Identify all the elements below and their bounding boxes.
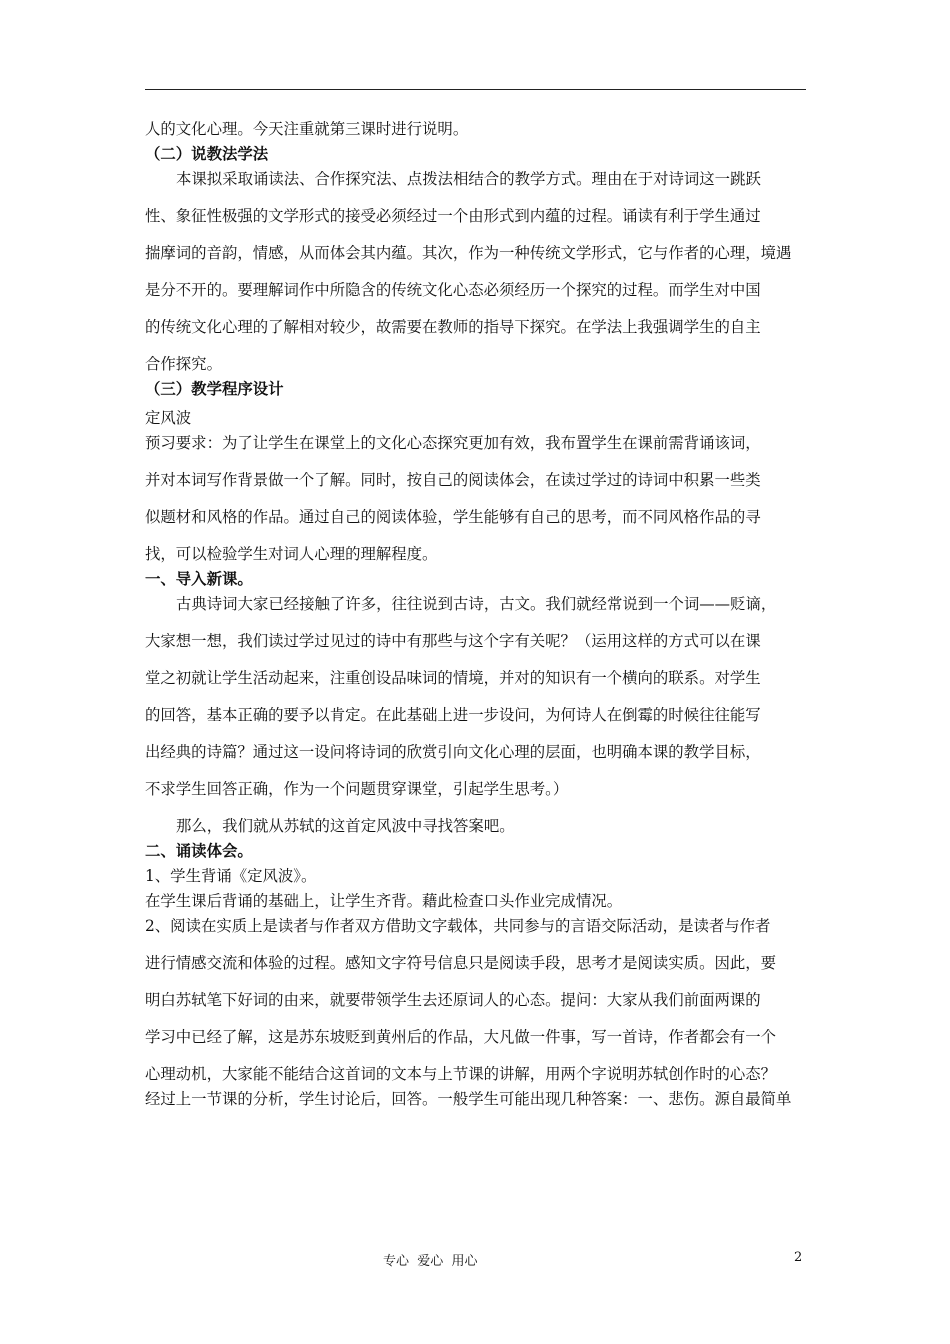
text-line: 出经典的诗篇？通过这一设问将诗词的欣赏引向文化心理的层面，也明确本课的教学目标，	[145, 743, 761, 761]
text-line: 性、象征性极强的文学形式的接受必须经过一个由形式到内蕴的过程。诵读有利于学生通过	[145, 207, 761, 225]
section-heading-intro: 一、导入新课。	[145, 570, 253, 588]
text-line: 的回答，基本正确的要予以肯定。在此基础上进一步设问，为何诗人在倒霉的时候往往能写	[145, 706, 761, 724]
section-heading-recitation: 二、诵读体会。	[145, 842, 253, 860]
text-line: 堂之初就让学生活动起来，注重创设品味词的情境，并对的知识有一个横向的联系。对学生	[145, 669, 761, 687]
footer-motto: 专心 爱心 用心	[383, 1254, 478, 1269]
text-line: 心理动机，大家能不能结合这首词的文本与上节课的讲解，用两个字说明苏轼创作时的心态？	[145, 1065, 777, 1083]
text-line: 经过上一节课的分析，学生讨论后，回答。一般学生可能出现几种答案：一、悲伤。源自最简单	[145, 1090, 792, 1108]
text-line: 1、学生背诵《定风波》。	[145, 867, 317, 885]
text-line: 进行情感交流和体验的过程。感知文字符号信息只是阅读手段，思考才是阅读实质。因此，要	[145, 954, 777, 972]
page-number: 2	[794, 1250, 803, 1265]
text-line: 本课拟采取诵读法、合作探究法、点拨法相结合的教学方式。理由在于对诗词这一跳跃	[176, 170, 761, 188]
section-heading-teaching-methods: （二）说教法学法	[145, 145, 269, 163]
text-line: 似题材和风格的作品。通过自己的阅读体验，学生能够有自己的思考，而不同风格作品的寻	[145, 508, 761, 526]
text-line: 那么，我们就从苏轼的这首定风波中寻找答案吧。	[176, 817, 515, 835]
header-rule	[145, 89, 806, 90]
text-line: 古典诗词大家已经接触了许多，往往说到古诗，古文。我们就经常说到一个词——贬谪，	[176, 595, 777, 613]
text-line: 找，可以检验学生对词人心理的理解程度。	[145, 545, 438, 563]
text-line: 明白苏轼笔下好词的由来，就要带领学生去还原词人的心态。提问：大家从我们前面两课的	[145, 991, 761, 1009]
text-line: 预习要求：为了让学生在课堂上的文化心态探究更加有效，我布置学生在课前需背诵该词，	[145, 434, 761, 452]
text-line: 人的文化心理。今天注重就第三课时进行说明。	[145, 120, 469, 138]
text-line: 是分不开的。要理解词作中所隐含的传统文化心态必须经历一个探究的过程。而学生对中国	[145, 281, 761, 299]
document-body	[145, 119, 811, 1109]
text-line: 并对本词写作背景做一个了解。同时，按自己的阅读体会，在读过学过的诗词中积累一些类	[145, 471, 761, 489]
text-line: 合作探究。	[145, 355, 222, 373]
text-line: 学习中已经了解，这是苏东坡贬到黄州后的作品，大凡做一件事，写一首诗，作者都会有一个	[145, 1028, 777, 1046]
text-line: 大家想一想，我们读过学过见过的诗中有那些与这个字有关呢？（运用这样的方式可以在课	[145, 632, 761, 650]
section-heading-procedure: （三）教学程序设计	[145, 380, 284, 398]
text-line: 的传统文化心理的了解相对较少，故需要在教师的指导下探究。在学法上我强调学生的自主	[145, 318, 761, 336]
text-line: 在学生课后背诵的基础上，让学生齐背。藉此检查口头作业完成情况。	[145, 892, 623, 910]
lesson-title: 定风波	[145, 409, 192, 427]
text-line: 揣摩词的音韵，情感，从而体会其内蕴。其次，作为一种传统文学形式，它与作者的心理，境遇	[145, 244, 792, 262]
text-line: 2、阅读在实质上是读者与作者双方借助文字载体，共同参与的言语交际活动，是读者与作者	[145, 917, 771, 935]
text-line: 不求学生回答正确，作为一个问题贯穿课堂，引起学生思考。）	[145, 780, 569, 798]
